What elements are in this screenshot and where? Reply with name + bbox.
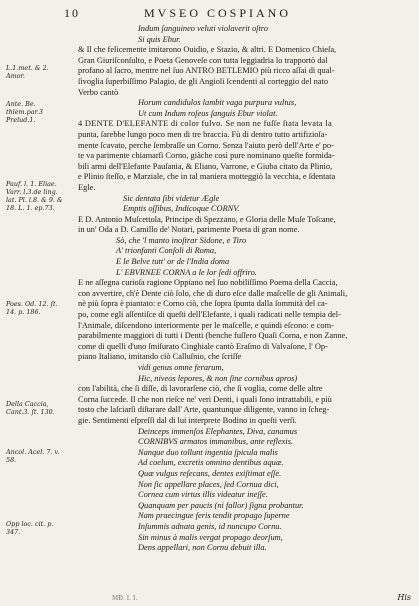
page-number: 10 bbox=[64, 6, 80, 20]
text-line: Emptis oſſibus, Indicoque CORNV. bbox=[123, 204, 240, 214]
text-line: Sò, che 'l manto inoſtrar Sidone, e Tiro bbox=[116, 235, 247, 245]
text-line: Gran Giuriſconſulto, e Poeta Genoveſe con tutta leggiadria lo trapportò dal bbox=[78, 55, 328, 65]
text-line: piano Italiano, imitando ciò Calluſnio, che ſcriſſe bbox=[78, 352, 242, 362]
running-title: MVSEO COSPIANO bbox=[144, 6, 292, 20]
text-line: & Il che felicemente imitarono Ouidio, e Stazio, & altri. E Domenico Chieſa, bbox=[78, 45, 337, 55]
text-line: Deinceps immenſos Elephantes, Diva, canamus bbox=[138, 426, 298, 436]
text-line: con avvertire, ch'è Dente ciò ſolo, che di duro eſce dalle maſcelle de gli Animali, bbox=[78, 288, 348, 298]
margin-note: Ancol. Acel. 7. v. 58. bbox=[6, 448, 60, 464]
text-line: Quanquam per paucis (ni fallor) ſigna probantur. bbox=[138, 500, 304, 510]
text-line: Cornea cum virtus illis videatur ineſſe. bbox=[138, 490, 268, 500]
text-line: in un' Oda a D. Camillo de' Notari, parimente Poeta di gran nome. bbox=[78, 225, 300, 235]
text-line: Nanque duo tollunt ingentia ſpicula malis bbox=[138, 447, 278, 457]
margin-note: Pauf. l. 1. Eliae. Varr. l.3.de ling. lat. Pl. l.8. & 9. & 18. L. 1. ep.73. bbox=[6, 180, 63, 212]
text-line: e Plinio ſteſſo, e Marziale, che in tal maniera motteggiò la vecchia, e ſdentata bbox=[78, 172, 336, 182]
margin-note: Poes. Od. 12. ſt. 14. p. 186. bbox=[6, 300, 58, 316]
text-line: bili armi dell'Elefante Pauſania, & Eliano, Varrone, e Giuba citato da Plinio, bbox=[78, 161, 333, 171]
text-line: Horum candidulos lambit vaga purpura vultus, bbox=[138, 98, 297, 108]
margin-note: L.1.met. & 2. Amor. bbox=[6, 64, 49, 80]
margin-note: Ante. Be. thlem.par.3 Prelud.1. bbox=[6, 100, 43, 124]
text-line: Inſummis adnata genis, id nuncupo Cornu. bbox=[138, 521, 282, 531]
text-line: ſivoglia ſuperbiſſimo Palagio, de gli Angioli ſcendenti al corteggio del nato bbox=[78, 76, 329, 86]
text-line: tosto che laſciarſi diſtarare dall' Arte, quantunque diligente, vanno in ſcheg- bbox=[78, 405, 330, 415]
text-line: A' trionfanti Conſoli di Roma, bbox=[116, 246, 217, 256]
margin-note: Opp loc. cit. p. 347. bbox=[6, 520, 54, 536]
text-line: Indum ſanguineo veluti violaverit oſtro bbox=[138, 24, 268, 33]
text-line: te va parimente chiamarſi Corno, giàche così pure nominano queſte formida- bbox=[78, 151, 335, 161]
text-line: Dens appellari, non Cornu debuit illa. bbox=[138, 543, 267, 553]
text-line: come di quelli d'uno ſmiſurato Cinghiale cantò Eraſmo di Valvaſone, l' Op- bbox=[78, 341, 328, 351]
text-line: Sic dentata ſibi videtur Ægle bbox=[123, 193, 220, 203]
text-line: mente ſcavato, perche ſembraſſe un Corno. Senza l'aiuto però dell'Arte e' po- bbox=[78, 140, 334, 150]
text-line: Quæ vulgus reſecans, dentes exiſtimat eſſe. bbox=[138, 468, 282, 478]
text-line: Verbo cantò bbox=[78, 87, 119, 97]
text-line: Hic, niveos lepores, & non ſine cornibus apros) bbox=[138, 373, 298, 383]
text-line: Nam praecingue feris tendit propago ſuperne bbox=[138, 511, 290, 521]
text-line: Si quis Ebur. bbox=[138, 34, 181, 44]
text-line: Non ſic appellare places, ſed Cornua dici, bbox=[138, 479, 279, 489]
text-line: CORNIBVS armatos immanibus, ante reflexis. bbox=[138, 437, 294, 447]
text-line: E le Belve tutt' or de l'India doma bbox=[116, 257, 230, 267]
text-line: L' EBVRNEE CORNA a le lor ſedi offriro. bbox=[116, 267, 257, 277]
text-line: gie. Sentimenti eſpreſſi dal di lui interprete Bodino in queſti verſi. bbox=[78, 415, 297, 425]
text-line: Sin minus à malis vergat propago deorſum, bbox=[138, 532, 283, 542]
margin-note: Della Caccia, Cant.3. ſt. 130. bbox=[6, 400, 55, 416]
text-line: po, come egli aſſentiſce di queſti dell'Elefante, i quali radicati nelle tempia del- bbox=[78, 310, 341, 320]
text-line: Corna ſuccede. Il che non rieſce ne' veri Denti, i quali ſono intrattabili, e più bbox=[78, 394, 332, 404]
text-line: Ut cum Indum roſeus ſanguis Ebur violat. bbox=[138, 108, 278, 118]
catchword: His bbox=[397, 593, 411, 602]
text-line: profano al ſacro, mentre nel ſuo ANTRO BETLEMIO più ricco aſſai di qual- bbox=[78, 66, 335, 76]
text-line: E D. Antonio Muſcettola, Principe di Spezzano, e Gloria delle Muſe Toſcane, bbox=[78, 214, 336, 224]
text-line: 4 DENTE D'ELEFANTE di color fulvo. Se non ne fuſſe ſtata levata la bbox=[78, 119, 332, 129]
text-line: Ad coelum, excretis omnino dentibus aquæ. bbox=[138, 458, 284, 468]
main-text bbox=[78, 24, 415, 554]
text-line: vidi genus omne ferarum, bbox=[138, 363, 224, 372]
page-header bbox=[64, 6, 404, 24]
text-line: punta, ſarebbe lungo poco men di tre braccia. Fù di dentro tutto artifizioſa- bbox=[78, 129, 328, 139]
signature-mark: MƉ. I. I. bbox=[112, 595, 138, 602]
text-line: parabilmente maggiori di tutti i Denti (benche fuſſero Quaſi Corna, e non Zanne, bbox=[78, 331, 348, 341]
text-line: Egle. bbox=[78, 182, 96, 192]
text-line: l'Animale, diſcendono interiormente per le maſcelle, e quindi eſcono: e com- bbox=[78, 320, 334, 330]
text-line: E ne aſſegna curioſa ragione Oppiano nel ſuo nobiliſſimo Poema della Caccia, bbox=[78, 278, 338, 288]
text-line: nè più ſopra è piantato: e Corno ciò, che ſopra ſpunta dalla ſommità del ca- bbox=[78, 299, 328, 309]
text-line: con l'abilità, che ſi diſſe, di lavorarſene ciò, che ſi voglia, come delle altre bbox=[78, 384, 323, 394]
